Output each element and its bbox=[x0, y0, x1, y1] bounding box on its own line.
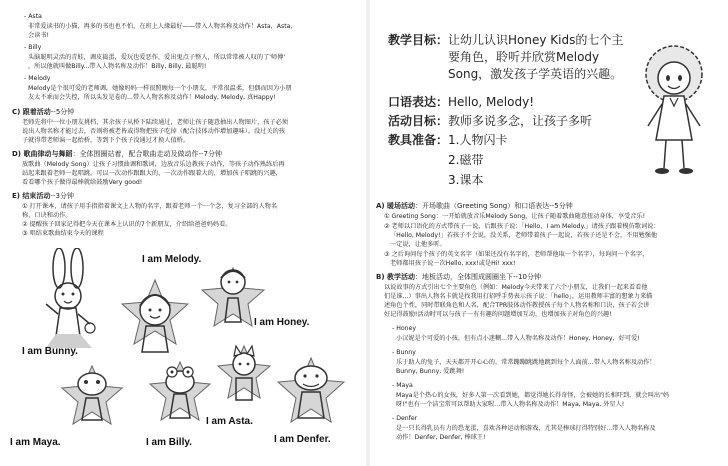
maya-illustration bbox=[60, 362, 124, 432]
section-a-title: ：开场歌曲（Greeting Song）和口语表达--5分钟 bbox=[415, 202, 573, 210]
teaching-goal-line-1: 让幼儿认识Honey Kids的七个主 bbox=[448, 33, 624, 47]
billy-illustration bbox=[148, 356, 212, 430]
billy-name: - Billy bbox=[24, 44, 42, 51]
section-d-title: ：全体围圈站着，配合歌曲走动及做动作--7分钟 bbox=[72, 150, 222, 158]
teaching-goal-line-3: Song，激发孩子学英语的兴趣。 bbox=[448, 67, 623, 81]
maya-caption: I am Maya. bbox=[10, 437, 61, 448]
melody-teacher-illustration bbox=[632, 40, 716, 180]
section-c-line-1: 老师先将中一位小朋友挑档，其余孩子从桥下陆续通过，老师让孩子随意抽出人物图片，孩子必须 bbox=[22, 119, 289, 126]
bunny-name: - Bunny bbox=[392, 349, 416, 356]
honey-name: - Honey bbox=[392, 325, 417, 332]
teaching-goal-line-2: 要角色，聆听并欣赏Melody bbox=[448, 50, 600, 64]
section-b-label: B) 教学活动 bbox=[376, 273, 415, 281]
section-e-label: E) 结束活动 bbox=[12, 192, 51, 200]
bunny-illustration bbox=[40, 248, 98, 348]
section-e-item-1a: ① 打开课本，请孩子用手指指着课文上人物的名字，跟着老师一个一个念，复习全部的人物名 bbox=[22, 203, 278, 210]
denfer-name: - Denfer bbox=[392, 415, 418, 422]
teaching-goal bbox=[388, 33, 623, 48]
materials-label: 教具准备： bbox=[388, 133, 449, 147]
section-e-title: --3分钟 bbox=[50, 192, 74, 200]
melody-illustration bbox=[120, 278, 190, 358]
section-d-label: D) 歌曲律动与舞蹈 bbox=[12, 150, 73, 158]
honey-line-1: 小汉妮是个可爱的小孩，但有点小迷糊...带入人物名称及动作！Honey, Honey，好可爱! bbox=[396, 335, 640, 342]
section-d-line-1: 放歌曲（Melody Song）让孩子习惯曲调和歌词，边放音乐边教孩子动作，等孩子动作熟练后再 bbox=[22, 161, 285, 168]
section-c-title: --5分钟 bbox=[50, 108, 75, 116]
asta-line-2: 会读书! bbox=[28, 32, 50, 39]
section-c-heading bbox=[12, 108, 74, 117]
denfer-caption: I am Denfer. bbox=[274, 434, 331, 445]
section-c-line-2: 说出人物名称才能过去，否则将被老皆或得物把孩子吃掉（配合技体动作增加趣味）。没过关的孩 bbox=[22, 128, 285, 135]
section-a-item-1: ① Greeting Song：一开始就放音乐Melody Song，让孩子随着歌曲随意扭动身体，享受音乐! bbox=[384, 213, 646, 220]
section-b-line-3: 述角色个性，同时带联角色和人名，配合TPR肢体动作教授孩子每个人物名称和口诀，孩子若会讲 bbox=[384, 302, 650, 309]
bunny-line-1: 乐于助人的兔子，天天都开开心心的，常常蹦蹦跳跳地跳到每个人面前...带入人物名称及动作！ bbox=[396, 359, 656, 366]
section-e-item-2: ② 提醒孩子回家记得把今天在课本上认识的7个新朋友，介绍给爸爸妈妈看。 bbox=[22, 221, 232, 228]
section-a-heading bbox=[376, 202, 573, 211]
asta-caption: I am Asta. bbox=[206, 416, 253, 427]
section-b-line-4: 好记得鼓励!活动时可以与孩子一有有趣的问题增加互动，也增加孩子对角色的兴趣! bbox=[384, 311, 612, 318]
section-d-line-2: 站起来跟着老师一起唱跳。可以一次动作跟跟大的，一次动作跟着大的，增加孩子唱跳的兴趣， bbox=[22, 170, 282, 177]
oral-expression bbox=[388, 95, 534, 110]
section-e-heading bbox=[12, 192, 74, 201]
section-a-item-2b: 「Hello, Melody!」若孩子不会说，没关系，老师带着孩子一起说，若孩子还是不会，不用勉强他 bbox=[390, 232, 658, 239]
maya-name: - Maya bbox=[392, 382, 413, 389]
section-a-label: A) 暖场活动 bbox=[376, 202, 416, 210]
billy-caption: I am Billy. bbox=[146, 437, 192, 448]
melody-line-1: Melody是个很可爱的老师调，她像妈妈一样很照顾每一个小朋友，平常很温柔，但偶而因为小朋 bbox=[28, 85, 292, 92]
right-page bbox=[370, 0, 728, 466]
section-b-heading bbox=[376, 273, 541, 282]
section-e-item-3: ③ 唱结束歌曲结束今天的课程 bbox=[22, 230, 104, 237]
teaching-goal-label: 教学目标： bbox=[388, 33, 449, 47]
billy-line-2: ，所以他就叫做Billy...带入人物名称及动作！Billy, Billy, 最聪明! bbox=[28, 63, 207, 70]
denfer-line-1: 是一只长得乳员有力的恐龙蛋，喜欢各种运动和游戏，尤其是棒球打得特别好...带入人物名称及 bbox=[396, 425, 656, 432]
materials-item-1: 1.人物闪卡 bbox=[448, 133, 508, 147]
materials-item-3: 3.课本 bbox=[448, 173, 484, 187]
section-e-item-1b: 称、口诀和动作。 bbox=[22, 212, 72, 219]
section-a-item-3a: ③ 之后询问每个孩子的英文名字（如果还没有名字的，老师帮他取一个名字），每询问一个名字， bbox=[384, 251, 649, 258]
section-a-item-3b: 老师都用孩子说一次Hello, xxx!或是Hi! xxx! bbox=[390, 260, 516, 267]
melody-caption: I am Melody. bbox=[142, 254, 202, 265]
activity-goal-label: 活动目标： bbox=[388, 114, 449, 128]
melody-name: - Melody bbox=[24, 75, 51, 82]
activity-goal-text: 教师多说多念，让孩子多听 bbox=[448, 114, 593, 128]
section-b-line-1: 以说故事的方式引出七个主要角色（例如：Melody今天带来了六个小朋友，让我们一起来看看他 bbox=[384, 284, 648, 291]
section-a-item-2a: ② 老师以口语化的方式带孩子一说，后跟孩子说：「Hello，I am Melody.」请孩子跟着模仿歌词说： bbox=[384, 223, 660, 230]
section-c-line-3: 子就得带老师演一起抬桥，等到下个孩子没通过才换人值桥。 bbox=[22, 137, 190, 144]
oral-expression-text: Hello, Melody! bbox=[448, 95, 535, 109]
bunny-line-2: Bunny, Bunny, 爱跳舞! bbox=[396, 368, 465, 375]
materials bbox=[388, 133, 507, 148]
maya-line-2: 呀!"也有一个洁宝常可以帮助大家喔…带入人物名称及动作！Maya, Maya, 外星人! bbox=[396, 401, 625, 408]
denfer-line-2: 动作！Denfer, Denfer, 棒球王! bbox=[396, 434, 486, 441]
billy-line-1: 头脑聪明灵活的青蛙，调皮捣蛋，爱玩也爱恶作，爱出鬼点子整人，所以常常被人叹的了'师傅' bbox=[28, 54, 286, 61]
asta-name: - Asta bbox=[24, 13, 42, 20]
section-b-title: ：地板活动，全体围成圆圈坐下--10分钟 bbox=[414, 273, 541, 281]
asta-line-1: 非常爱读书的小猫，再多的书也也不怕，在班上人缘最好——带入人物名称及动作！Asta，Asta， bbox=[28, 23, 297, 30]
honey-caption: I am Honey. bbox=[254, 317, 310, 328]
activity-goal bbox=[388, 114, 592, 129]
section-d-heading bbox=[12, 150, 222, 159]
section-a-item-2c: 一定说，让他多听。 bbox=[390, 241, 446, 248]
section-b-line-2: 们是谁...）事出人物名卡就是找我用打招呼手势表示孩子说：「hello」，运用教师丰富的想象力来描 bbox=[384, 293, 653, 300]
section-d-line-3: 看看哪个孩子做得最棒就给鼓励Very good! bbox=[22, 179, 143, 186]
oral-expression-label: 口语表达： bbox=[388, 95, 449, 109]
denfer-illustration bbox=[276, 352, 346, 430]
bunny-caption: I am Bunny. bbox=[22, 346, 78, 357]
melody-line-2: 友太不乖而会失控，所以头发是卷的...带入人物名称及动作！Melody, Melody, 真Happy! bbox=[28, 94, 276, 101]
maya-line-1: Maya是个热心的女孩，好多人第一次看到她，都觉得她长得奇怪，会被她的长相吓到，就会叫出"妈 bbox=[396, 392, 670, 399]
section-c-label: C) 跟着活动 bbox=[12, 108, 51, 116]
materials-item-2: 2.磁带 bbox=[448, 153, 484, 167]
asta-illustration bbox=[216, 340, 272, 412]
